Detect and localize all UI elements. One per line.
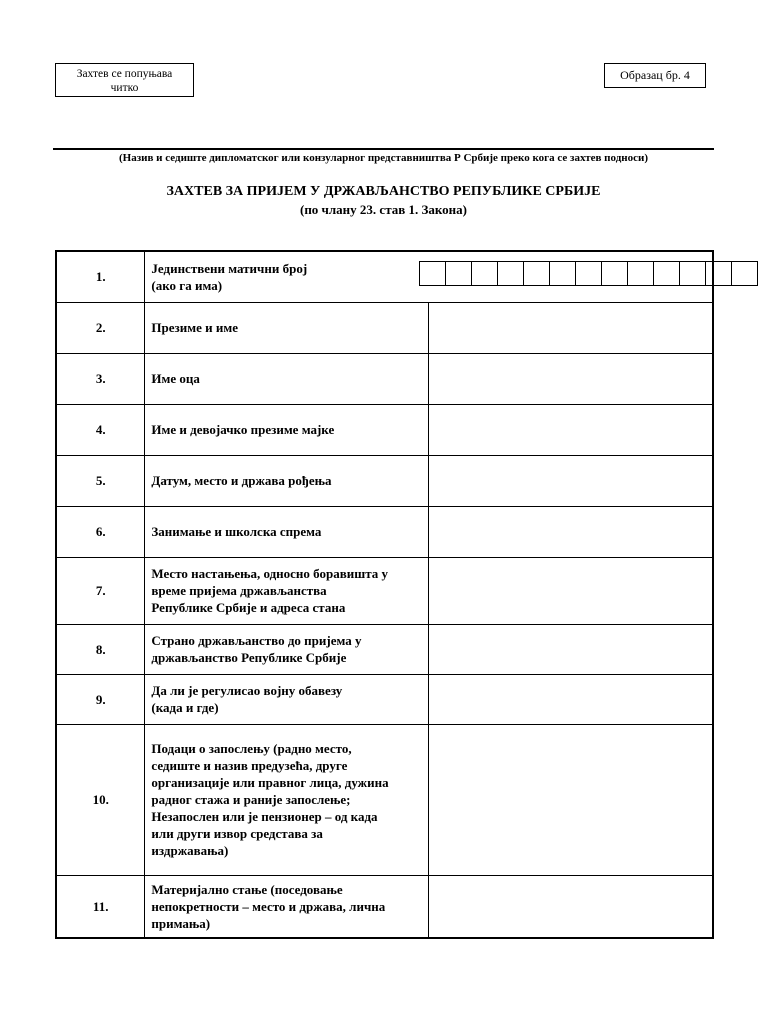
row-number: 7. — [56, 557, 145, 624]
row-label — [145, 302, 429, 353]
form-row — [56, 455, 713, 506]
form-row — [56, 624, 713, 674]
jmbg-digit-cell[interactable] — [549, 261, 576, 286]
answer-field[interactable] — [429, 302, 713, 353]
form-title: ЗАХТЕВ ЗА ПРИЈЕМ У ДРЖАВЉАНСТВО РЕПУБЛИКЕ СРБИЈЕ — [166, 184, 601, 199]
jmbg-digit-cell[interactable] — [445, 261, 472, 286]
row-number: 2. — [56, 302, 145, 353]
row-label-line: Име и девојачко презиме мајке — [151, 422, 335, 437]
row-number: 8. — [56, 624, 145, 674]
row-label-line: Место настањења, односно боравишта у — [151, 566, 389, 581]
row-number: 10. — [56, 724, 145, 875]
jmbg-digit-cell[interactable] — [679, 261, 706, 286]
form-row — [56, 724, 713, 875]
row-number: 1. — [56, 251, 145, 302]
jmbg-digit-cell[interactable] — [627, 261, 654, 286]
row-label-line: Презиме и име — [151, 320, 238, 335]
row-label-line: Материјално стање (поседовање — [151, 881, 343, 897]
row-label-line: седиште и назив предузећа, друге — [151, 758, 348, 773]
row-label-line: Незапослен или је пензионер – од када — [151, 809, 378, 824]
form-number: Образац бр. 4 — [604, 63, 706, 88]
mission-signature-line — [53, 148, 714, 150]
row-label-line: Страно држављанство до пријема у — [151, 633, 362, 648]
row-label-line: радног стажа и раније запослење; — [151, 792, 351, 807]
row-label-line: Датум, место и држава рођења — [151, 473, 332, 488]
row-label — [145, 506, 429, 557]
jmbg-digit-cell[interactable] — [731, 261, 758, 286]
row-label-line: Занимање и школска спрема — [151, 524, 322, 539]
row-number: 4. — [56, 404, 145, 455]
jmbg-digit-cell[interactable] — [471, 261, 498, 286]
answer-field[interactable] — [429, 404, 713, 455]
row-label-line: држављанство Републике Србије — [151, 650, 347, 665]
row-label-line: Републике Србије и адреса стана — [151, 600, 346, 615]
row-label-line: (ако га има) — [151, 277, 223, 293]
row-label-line: издржавања) — [151, 843, 229, 858]
row-label — [145, 353, 429, 404]
row-label-line: (када и где) — [151, 700, 219, 715]
jmbg-digit-cell[interactable] — [653, 261, 680, 286]
answer-field[interactable] — [429, 624, 713, 674]
row-label — [145, 455, 429, 506]
form-row — [56, 557, 713, 624]
row-label-line: Име оца — [151, 371, 200, 386]
row-label — [145, 557, 429, 624]
jmbg-digit-cell[interactable] — [523, 261, 550, 286]
fill-legibly-note — [55, 63, 194, 97]
row-number: 9. — [56, 674, 145, 724]
row-label — [145, 674, 429, 724]
row-number: 6. — [56, 506, 145, 557]
row-label — [145, 724, 429, 875]
jmbg-digit-cell[interactable] — [419, 261, 446, 286]
row-label-line: или други извор средстава за — [151, 826, 323, 841]
row-number: 5. — [56, 455, 145, 506]
answer-field[interactable] — [429, 674, 713, 724]
jmbg-digit-cell[interactable] — [497, 261, 524, 286]
row-number: 3. — [56, 353, 145, 404]
application-table — [55, 250, 714, 939]
row-label-line: Јединствени матични број — [151, 260, 308, 276]
row-label — [145, 875, 429, 938]
form-row — [56, 251, 713, 302]
answer-field[interactable] — [429, 724, 713, 875]
form-subtitle: (по члану 23. став 1. Закона) — [299, 202, 468, 217]
row-number: 11. — [56, 875, 145, 938]
row-label-line: примања) — [151, 915, 211, 931]
jmbg-digit-cell[interactable] — [705, 261, 732, 286]
answer-field[interactable] — [429, 557, 713, 624]
row-label — [145, 624, 429, 674]
form-row — [56, 506, 713, 557]
form-row — [56, 404, 713, 455]
row-label-line: Да ли је регулисао војну обавезу — [151, 683, 343, 698]
jmbg-input-grid[interactable] — [420, 261, 758, 286]
row-label-line: непокретности – место и држава, лична — [151, 898, 386, 914]
mission-caption: (Назив и седиште дипломатског или конзуларног представништва Р Србије преко кога се захтев подноси) — [119, 152, 648, 164]
form-row — [56, 875, 713, 938]
row-label — [145, 251, 713, 302]
fill-legibly-line-1: Захтев се попуњава — [76, 68, 173, 80]
jmbg-digit-cell[interactable] — [601, 261, 628, 286]
row-label — [145, 404, 429, 455]
answer-field[interactable] — [429, 353, 713, 404]
row-label-line: Подаци о запослењу (радно место, — [151, 741, 352, 756]
fill-legibly-line-2: читко — [110, 82, 139, 94]
form-row — [56, 353, 713, 404]
answer-field[interactable] — [429, 455, 713, 506]
answer-field[interactable] — [429, 875, 713, 938]
row-label-line: време пријема држављанства — [151, 583, 327, 598]
jmbg-digit-cell[interactable] — [575, 261, 602, 286]
form-row — [56, 674, 713, 724]
form-row — [56, 302, 713, 353]
answer-field[interactable] — [429, 506, 713, 557]
row-label-line: организације или правног лица, дужина — [151, 775, 389, 790]
